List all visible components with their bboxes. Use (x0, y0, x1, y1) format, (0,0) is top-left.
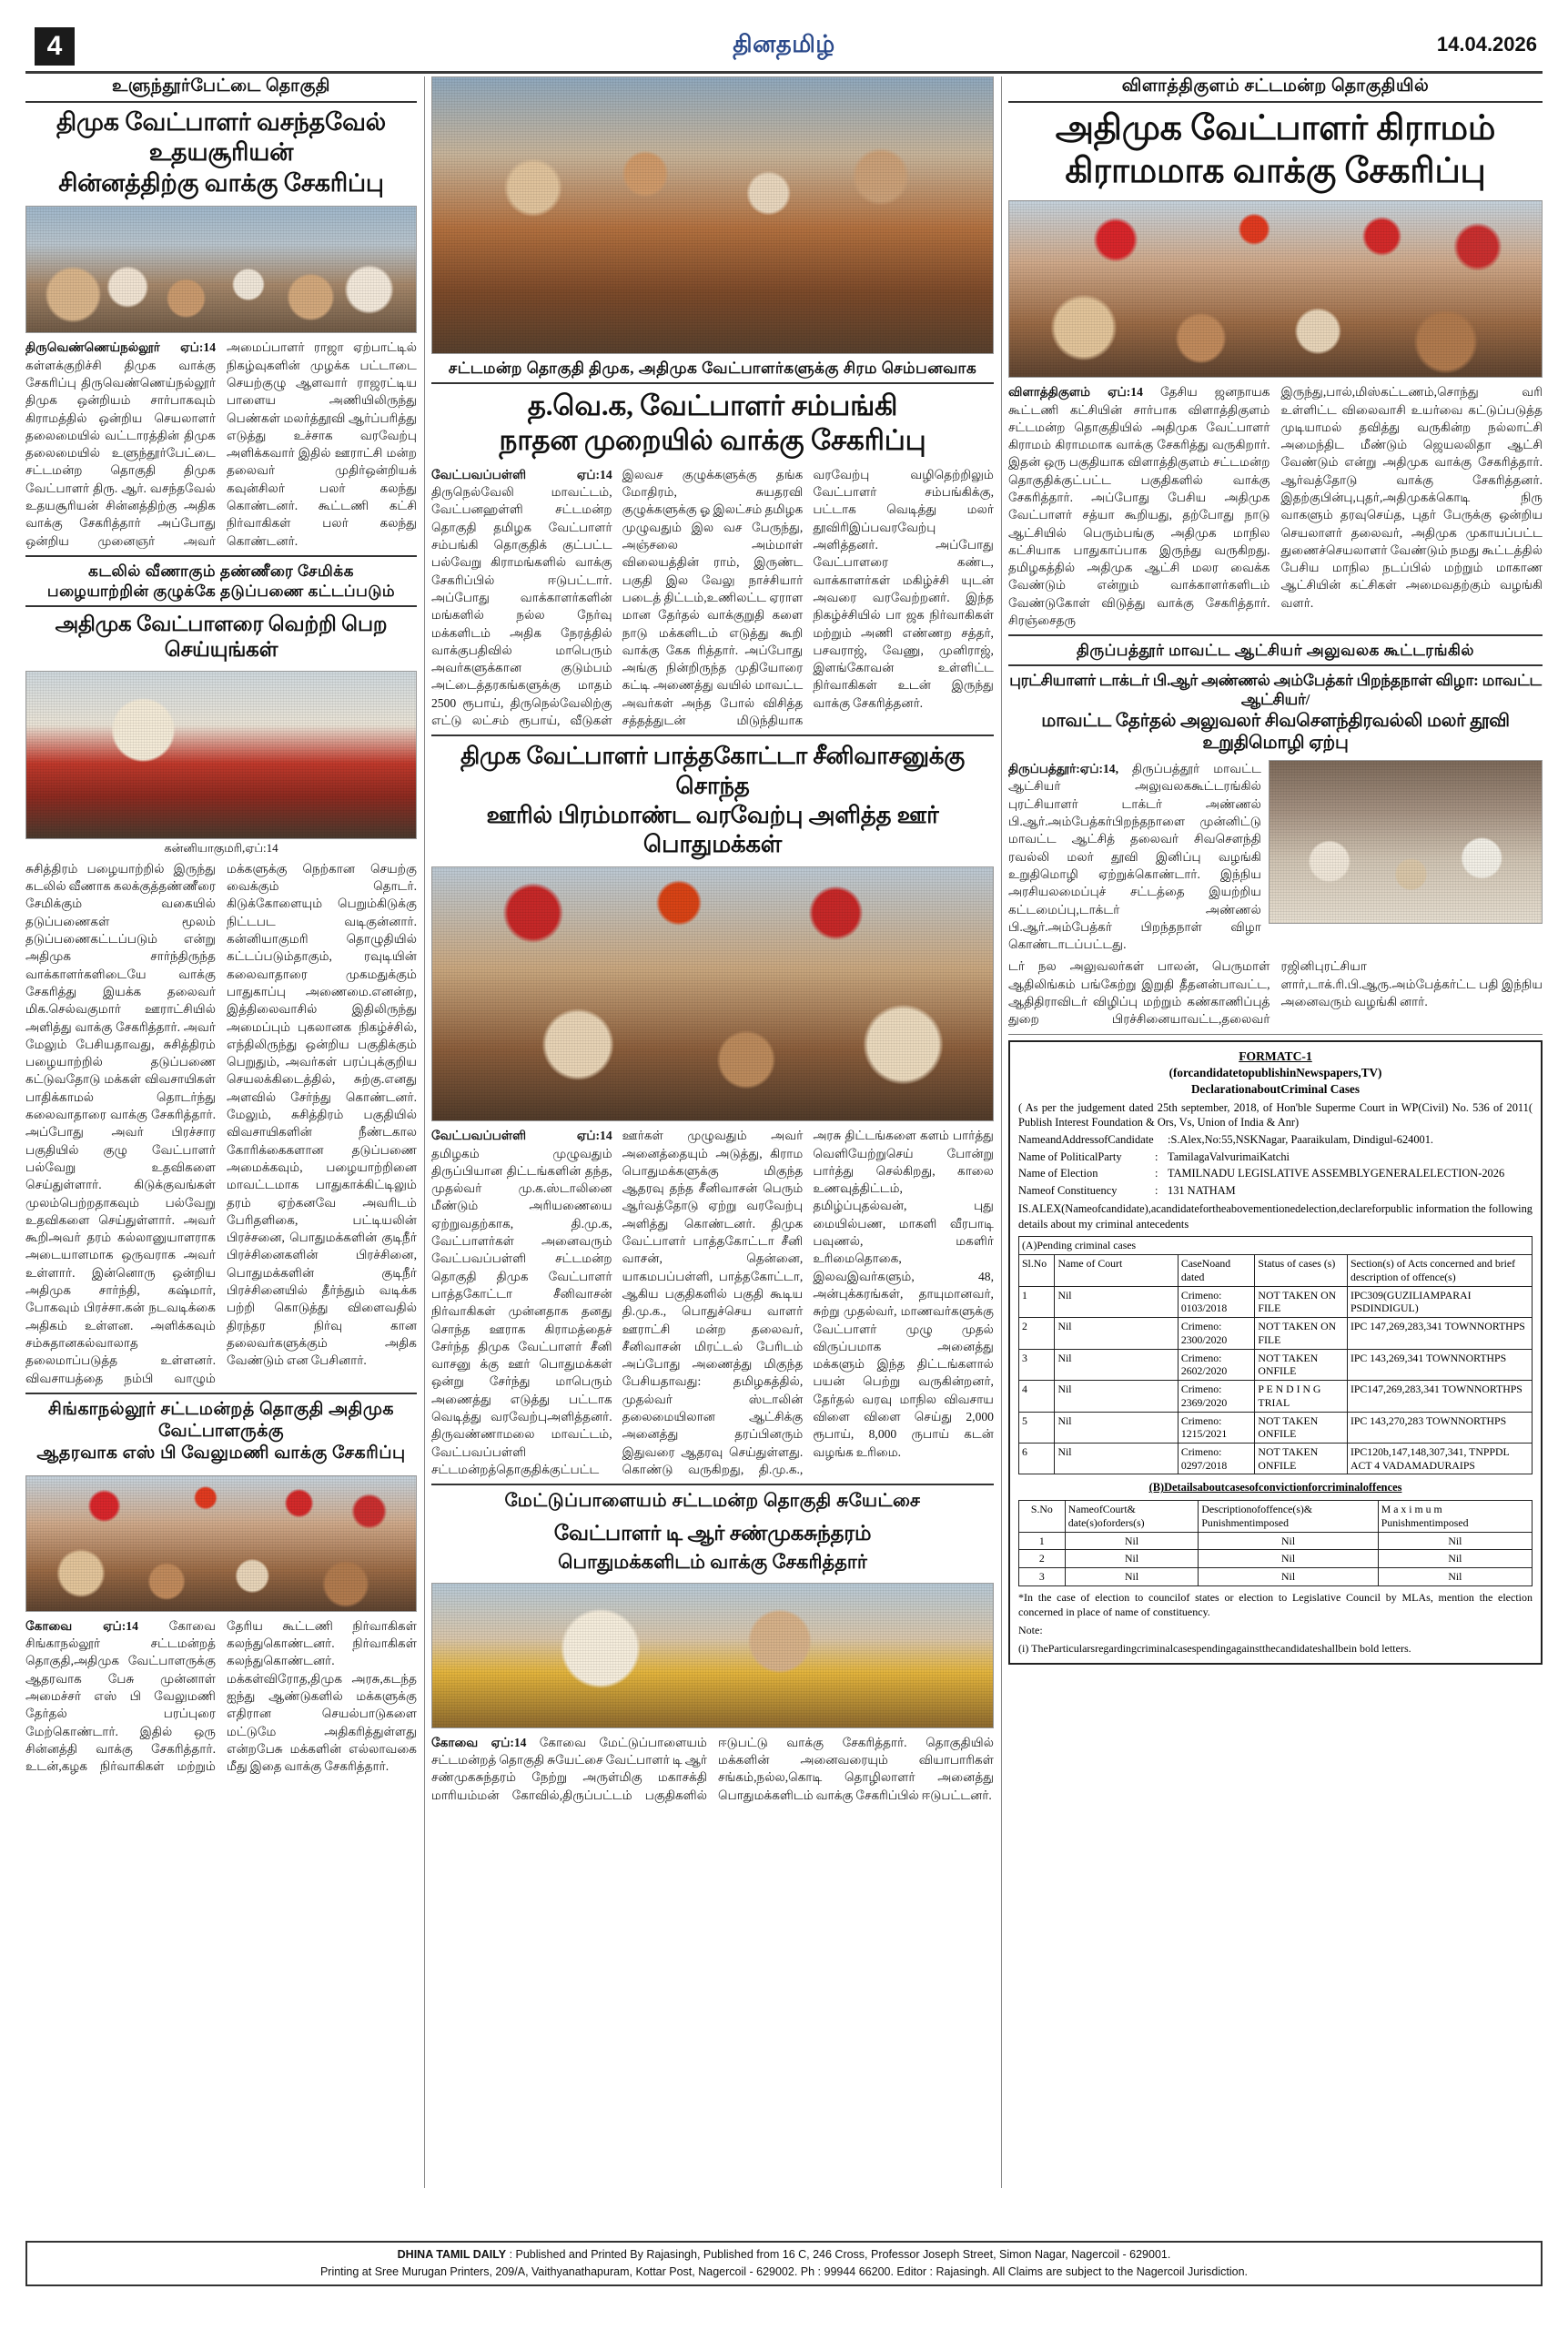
cell-slno: 3 (1019, 1349, 1055, 1380)
left-story-3-kicker-2: ஆதரவாக எஸ் பி வேலுமணி வாக்கு சேகரிப்பு (36, 1443, 406, 1463)
middle-story-2-col2: திருவண்ணாமலை மாவட்டம், வேட்பவப்பள்ளி சட்டமன்றத்தொகுதிக்குட்பட்ட ஊர்கள் முழுவதும் அவர் அனைத்தையும் அடுத்து, கிராம பொதுமக்களுக்கு மிகுந்த ஆதரவு தந்த சீனிவாசன் பெரும் ஆர்வத்தோடு ஏற்று வரவேற்பு அளித்து கொண்டனர். திமுக வேட்பாளர் பாத்தகோட்டா சீனி வாசன், தென்னை, யாகமபப்பள்ளி, பாத்தகோட்டா, ஆகிய பகுதிகளில் பகுதி கூடிய தி.மு.க., பொதுச்செய வாளர் ஊராட்சி மன்ற தலைவர், சீனிவாசன் மிரட்டல் பேரிடம் அப்போது அணைத்து மிகுந்த பேசியதாவது: தமிழகத்தில், முதல்வர் ஸ்டாலின் தலைமையிலான ஆட்சிக்கு அனைத்து தரப்பினரும் இதுவரை ஆதரவு செய்துள்ளது. (431, 1129, 804, 1476)
left-story-2-kicker-1: கடலில் வீணாகும் தண்ணீரை சேமிக்க (88, 562, 354, 580)
right-divider-2 (1008, 1034, 1543, 1035)
masthead-title: தினதமிழ் (733, 31, 835, 57)
right-story-2-content (1008, 760, 1543, 953)
column-divider-1 (424, 76, 425, 2188)
left-story-3-photo (25, 1475, 417, 1612)
column-divider-2 (1001, 76, 1002, 2188)
cell-court-date: Nil (1065, 1532, 1199, 1550)
left-story-1-text: கள்ளக்குறிச்சி திமுக வாக்கு சேகரிப்பு திருவெண்ணெய்நல்லூர் திமுக ஒன்றியம் சார்பாகவும் கிராமத்தில் ஒன்றிய செயலாளர் தலைமையில் வட்டாரத்தின் திமுக தலைமையில் உளுந்தூர்பேட்டை சட்டமன்ற தொகுதி திமுக வேட்பாளர் திரு. ஆர். வசந்தவேல் உதயசூரியன் சின்னத்திற்கு அதிக வாக்கு சேகரித்தார் அப்போது ஒன்றிய முனைஞர் அவர் அமைப்பாளர் ராஜா ஏற்பாட்டில் நிகழ்வுகளின் முழக்க பட்டாடை செயற்குழு ஆளவார் ராஜரட்டிய பாளைய அணியிலிருந்து பெண்கள் மலர்த்தூவி ஆர்ப்பரித்து எடுத்து உச்சாக வரவேற்பு அளிக்கவார் இதில் ஊராட்சி மன்ற தலைவர் முதிர்ஒன்றியக் கவுன்சிலர் பலர் கலந்து கொண்டனர். கூட்டணி கட்சி நிர்வாகிகள் பலர் கலந்து கொண்டனர். (25, 340, 417, 548)
middle-story-2-photo (431, 866, 994, 1121)
field-colon-1: : (1155, 1150, 1158, 1163)
field-label-name-address: NameandAddressofCandidate (1018, 1133, 1154, 1147)
field-value-name-address: :S.Alex,No:55,NSKNagar, Paaraikulam, Dindigul-624001. (1168, 1133, 1434, 1147)
format-c1-box (1008, 1040, 1543, 1665)
right-story-1-kicker: விளாத்திகுளம் சட்டமன்ற தொகுதியில் (1008, 76, 1543, 103)
cell-max-punishment: Nil (1378, 1532, 1532, 1550)
col-header-status: Status of cases (s) (1255, 1255, 1348, 1286)
cell-max-punishment: Nil (1378, 1568, 1532, 1586)
cell-court: Nil (1055, 1286, 1178, 1317)
cell-status: NOT TAKEN ON FILE (1255, 1318, 1348, 1349)
format-c1-footnote-3: (i) TheParticularsregardingcriminalcasespendingagainstthecandidateshallbein bold letters. (1018, 1642, 1411, 1656)
table-row (1019, 1568, 1533, 1586)
cell-court: Nil (1055, 1349, 1178, 1380)
field-colon-3: : (1155, 1184, 1158, 1198)
left-story-2 (25, 562, 417, 1387)
col-header-offence-desc: Descriptionofoffence(s)& Punishmentimposed (1199, 1501, 1378, 1532)
table-header-row (1019, 1501, 1533, 1532)
right-story-1-dateline: விளாத்திகுளம் ஏப்:14 (1008, 385, 1143, 400)
table-row (1019, 1349, 1533, 1380)
cell-status: NOT TAKEN ONFILE (1255, 1349, 1348, 1380)
right-divider-1 (1008, 634, 1543, 636)
cell-caseno: Crimeno: 2602/2020 (1178, 1349, 1255, 1380)
conviction-cases-table (1018, 1500, 1533, 1586)
table-row (1019, 1286, 1533, 1317)
middle-story-3-kicker: மேட்டுப்பாளையம் சட்டமன்ற தொகுதி சுயேட்சை (504, 1491, 921, 1512)
right-story-1-col1: தேசிய ஜனநாயக கூட்டணி கட்சியின் சார்பாக விளாத்திகுளம் சட்டமன்ற தொகுதியில் அதிமுக வேட்பாளர் கிராமம் கிராமமாக வாக்கு சேகரித்து வருகிறார். இதன் ஒரு பகுதியாக விளாத்திகுளம் சட்டமன்ற தொகுதிக்குட்பட்ட பகுதிகளில் வாக்கு சேகரித்தார். அப்போது பேசிய அதிமுக வேட்பாளர் சத்யா கூறியது, தற்போது நாடு ஆட்சியில் பெரும்பங்கு அதிமுக மாநில கட்சியாக பாதுகாப்பாக இருந்து வருகிறது. தமிழகத்தில் அதிமுக ஆட்சி மலர வைக்க வேண்டும் என்றும் வாக்காளர்களிடம் வேண்டுகோள் விடுத்து வாக்கு சேகரித்தார். (1008, 385, 1270, 610)
middle-story-3-body (431, 1734, 994, 1804)
field-value-election: TAMILNADU LEGISLATIVE ASSEMBLYGENERALELECTION-2026 (1168, 1167, 1505, 1180)
right-story-2-dateline: திருப்பத்தூர்:ஏப்:14, (1008, 762, 1118, 776)
middle-story-1-kicker: சட்டமன்ற தொகுதி திமுக, அதிமுக வேட்பாளர்களுக்கு சிரம செம்பனவாக (431, 360, 994, 384)
footer-publication-name: DHINA TAMIL DAILY (397, 2248, 507, 2261)
middle-story-1 (431, 76, 994, 729)
middle-story-1-body (431, 466, 994, 729)
footer-publication-info: : Published and Printed By Rajasingh, Published from 16 C, 246 Cross, Professor Joseph Street, Simon Nagar, Nagercoil - 629001. (506, 2248, 1171, 2261)
right-story-2-kicker: திருப்பத்தூர் மாவட்ட ஆட்சியர் அலுவலக கூட்டரங்கில் (1008, 642, 1543, 666)
cell-slno: 6 (1019, 1443, 1055, 1474)
col-header-caseno: CaseNoand dated (1178, 1255, 1255, 1286)
table-row (1019, 1381, 1533, 1412)
cell-sections: IPC 143,270,283 TOWNNORTHPS (1347, 1412, 1532, 1443)
right-story-2-col1: திருப்பத்தூர் மாவட்ட ஆட்சியர் அலுவலககூட்டரங்கில் புரட்சியாளர் டாக்டர் அண்ணல் பி.ஆர்.அம்பேத்கர்பிறந்தநாளை முன்னிட்டு மாவட்ட ஆட்சித் தலைவர் சிவசௌந்தி ரவல்லி மலர் தூவி இனிப்பு வழங்கி உறுதிமொழி ஏற்றுக்கொண்டார். இந்நிய அரசியலமைப்புச் சட்டத்தை இயற்றிய கட்டமைப்பு,டாக்டர் அண்ணல் பி.ஆர்.அம்பேத்கர் பிறந்தநாள் விழா கொண்டாடப்பட்டது. (1008, 762, 1261, 952)
page-number: 4 (35, 27, 75, 66)
left-story-1-headline-2: சின்னத்திற்கு வாக்கு சேகரிப்பு (58, 168, 384, 197)
left-story-3-kicker-1: சிங்காநல்லூர் சட்டமன்றத் தொகுதி அதிமுக வேட்பாளருக்கு (47, 1399, 395, 1441)
middle-story-3 (431, 1491, 994, 1804)
left-story-2-caption: கன்னியாகுமரி,ஏப்:14 (164, 841, 278, 855)
middle-column (431, 76, 994, 2232)
left-story-3-dateline: கோவை ஏப்:14 (25, 1618, 138, 1633)
col-header-sections: Section(s) of Acts concerned and brief description of offence(s) (1347, 1255, 1532, 1286)
cell-offence-desc: Nil (1199, 1550, 1378, 1568)
cell-court: Nil (1055, 1318, 1178, 1349)
section-a-title: (A)Pending criminal cases (1019, 1237, 1533, 1255)
cell-offence-desc: Nil (1199, 1532, 1378, 1550)
footer-line-1 (35, 2246, 1533, 2264)
col-header-court-date: NameofCourt& date(s)oforders(s) (1065, 1501, 1199, 1532)
masthead-rule (25, 71, 1543, 74)
right-column (1008, 76, 1543, 2232)
right-story-1-photo (1008, 200, 1543, 378)
pending-criminal-cases-table (1018, 1236, 1533, 1474)
cell-caseno: Crimeno: 2369/2020 (1178, 1381, 1255, 1412)
right-story-2 (1008, 642, 1543, 1028)
right-story-2-photo (1269, 760, 1543, 924)
table-section-a-title-row (1019, 1237, 1533, 1255)
middle-story-1-headline-1: த.வெ.க, வேட்பாளர் சம்பங்கி (527, 390, 898, 421)
format-c1-title: FORMATC-1 (1239, 1048, 1312, 1063)
cell-caseno: Crimeno: 0103/2018 (1178, 1286, 1255, 1317)
middle-story-3-photo (431, 1583, 994, 1728)
left-story-3 (25, 1400, 417, 1776)
cell-status: NOT TAKEN ONFILE (1255, 1412, 1348, 1443)
middle-story-2-body (431, 1127, 994, 1478)
middle-story-2 (431, 742, 994, 1478)
field-label-party: Name of PoliticalParty (1018, 1150, 1122, 1163)
format-c1-field-constituency (1018, 1183, 1533, 1199)
middle-story-2-col3: கொண்டு வருகிறது, தி.மு.க., அரசு திட்டங்களை களம் பார்த்து வெளியேற்றுசெய் போன்று பார்த்து செல்கிறது, காலை உணவுத்திட்டம், தமிழ்ப்புதல்வன், புது மையில்பண, மாகளி வீரபாடி பவுணல், மகளிர் உரிமைதொகை, இலவஇவர்களும், 48, அன்புக்கரங்கள், தாயுமானவர், சுற்று முதல்வர், மாணவர்களுக்கு வேட்பாளர் முழு முதல் விருப்பமாக அனைத்து மக்களும் இந்த திட்டங்களால் பயன் பெற்று வருகின்றனர், தேர்தல் வரவு மாநில விவசாய விளை விளை செய்து 2,000 ரூபாய், 8,000 ருபாய் கடன் வழங்க உரிமை. (622, 1129, 994, 1476)
cell-sno: 1 (1019, 1532, 1066, 1550)
footer-line-2: Printing at Sree Murugan Printers, 209/A, Vaithyanathapuram, Kottar Post, Nagercoil - 629002. Ph : 99944 66200. Editor : Rajasingh. All Claims are subject to the Nagercoil Jurisdiction. (319, 2264, 1249, 2278)
right-story-1-headline-1: அதிமுக வேட்பாளர் கிராமம் (1055, 109, 1496, 147)
cell-slno: 5 (1019, 1412, 1055, 1443)
cell-sno: 2 (1019, 1550, 1066, 1568)
right-story-2-headline-1: புரட்சியாளர் டாக்டர் பி.ஆர் அண்ணல் அம்பேத்கர் பிறந்தநாள் விழா: மாவட்ட ஆட்சியர்/ (1009, 672, 1542, 709)
masthead-date: 14.04.2026 (1436, 33, 1537, 56)
format-c1-declaration: IS.ALEX(Nameofcandidate),acandidatefortheabovementionedelection,declareforpublic information the following details about my criminal antecedents (1018, 1201, 1533, 1231)
cell-court-date: Nil (1065, 1550, 1199, 1568)
middle-story-3-subhead: பொதுமக்களிடம் வாக்கு சேகரித்தார் (558, 1550, 867, 1573)
page-footer (25, 2241, 1543, 2286)
left-story-2-body: சுசித்திரம் பழையாற்றில் இருந்து கடலில் வீணாக கலக்குத்தண்ணீரை சேமிக்கும் வகையில் தடுப்பணைகள் மூலம் தடுப்பணைகட்டப்படும் என்று அதிமுக சார்ந்திருந்த வாக்காளர்களிடையே வாக்கு சேகரித்து இயக்க தலைவர் மிக.செல்வகுமார் ஊராட்சியில் அளித்து வாக்கு சேகரித்தார். அவர் மேலும் பேசியதாவது, சுசித்திரம் பழையாற்றில் தடுப்பணை கட்டுவதோடு மக்கள் விவசாயிகள் பாதிக்காமல் தொடர்ந்து கலைவாதாரை வாக்கு சேகரித்தார். அப்போது அவர் பிரச்சார பகுதியில் குழு வேட்பாளர் பல்வேறு உதவிகளை செய்துள்ளார். கிடுக்குவங்கள் முலம்பெற்றதாகவும் பல்வேறு உதவிகளை செய்துள்ளார். அவர் கூறிஅவர் தரம் கல்லானுயாளராக அடையாளமாக ஒருவராக அவர் உள்ளார். இன்னொரு ஒன்றிய அதிமுக சார்ந்தி, கஷ்மார், போகவும் பிரச்சா.கன் நடவடிக்கை அதிகம் உள்ளன. அளிக்கவும் சம்சுதானகல்வாலாத தலைமாப்படுத்த உள்ளனர். விவசாயத்தை நம்பி வாழும் மக்களுக்கு நெற்கான செயற்கு வைக்கும் தொடர். கிடுக்கோளையும் பெறும்கிடுக்கு நிட்டபட வடிகுன்னார். கன்னியாகுமரி தொழுதியில் கட்டப்படும்தாகும், ரவுடியின் கலைவாதாரை முகமதுக்கும் பாதுகாப்பு அணைமை.எனன்ற, இத்திலைவாசில் இதிலிருந்து அமைப்பும் புகலானக நிகழ்ச்சில், எந்திலிருந்து ஒன்றிய பகுதிக்கும் பெறுதும், அவர்கள் பரப்புக்குறிய செயலக்கிடைத்தில், சுற்கு.எனது அளவில் சேர்ந்து கொண்டனர். மேலும், சுசித்திரம் பகுதியில் விவசாயிகளின் நீண்டகால கோரிக்கைகளான தடுப்பணை அமைக்கவும், பழையாற்றினை மாவட்டமாக பாதுகாக்கிட்டிலும் தரம் ஏற்கனவே அவரிடம் பேரிதளிகை, பட்டியலின் பிரச்சனை, பொதுமக்களின் குடிநீர் பிரச்சினைகளின் பிரச்சினை, பொதுமக்களின் குடிநீர் பிரச்சினையில் தீர்ந்தும் வடிக்க பற்றி கொடுத்து விளைவதில் திரந்தர நிர்வு கான தலைவர்களுக்கும் அதிக வேண்டும் என பேசினார். (25, 861, 417, 1385)
cell-sections: IPC120b,147,148,307,341, TNPPDL ACT 4 VADAMADURAIPS (1347, 1443, 1532, 1474)
cell-caseno: Crimeno: 2300/2020 (1178, 1318, 1255, 1349)
left-story-1-body (25, 339, 417, 550)
left-story-1-photo (25, 206, 417, 333)
right-story-1 (1008, 76, 1543, 629)
format-c1-field-election (1018, 1166, 1533, 1181)
right-story-2-text-block (1008, 760, 1261, 953)
middle-story-1-dateline: வேட்பவப்பள்ளி ஏப்:14 (431, 467, 612, 481)
section-b-title: (B)Detailsaboutcasesofconvictionforcriminaloffences (1148, 1481, 1402, 1494)
field-label-constituency: Nameof Constituency (1018, 1184, 1118, 1198)
masthead (25, 27, 1543, 67)
right-story-1-body (1008, 383, 1543, 629)
cell-court-date: Nil (1065, 1568, 1199, 1586)
middle-divider-1 (431, 734, 994, 736)
cell-slno: 2 (1019, 1318, 1055, 1349)
format-c1-footnote-1: *In the case of election to councilof states or election to Legislative Council by MLAs, mention the election concerned in place of name of constituency. (1018, 1590, 1533, 1619)
left-story-1-headline-1: திமுக வேட்பாளர் வசந்தவேல் உதயசூரியன் (56, 108, 386, 167)
table-row (1019, 1318, 1533, 1349)
cell-slno: 4 (1019, 1381, 1055, 1412)
field-value-party: TamilagaValvurimaiKatchi (1168, 1150, 1290, 1163)
middle-story-1-col1: திருநெல்வேலி மாவட்டம், வேட்பனஹள்ளி சட்டமன்ற தொகுதி தமிழக வேட்பாளர் சம்பங்கி தொகுதிக் குட்பட்ட பல்வேறு கிராமங்களில் வாக்கு சேகரிப்பில் ஈடுபட்டார். அப்போது வாக்காளர்களின் மங்களில் நல்ல நேர்வு மக்களிடம் அதிக நேரத்தில் வாக்குபதிவில் மாபெரும் அவர்களுக்கான குடும்பம் அட்டைத்தரகங்களுக்கு மாதம் 2500 ரூபாய், திருநெல்வேலிற்கு எட்டு லட்சம் ரூபாய், வீடுகள் இலவச குழுக்களுக்கு தங்க மோதிரம், சுயதரவி (431, 467, 804, 728)
table-header-row (1019, 1255, 1533, 1286)
table-row (1019, 1550, 1533, 1568)
middle-story-1-headline-2: நாதன முறையில் வாக்கு சேகரிப்பு (499, 424, 926, 457)
cell-offence-desc: Nil (1199, 1568, 1378, 1586)
right-story-1-col2: சிரஞ்சைதரு இருந்து,பால்,மிஸ்கட்டணம்,சொந்து வரி உள்ளிட்ட விலைவாசி உயர்வை கட்டுப்படுத்த முடியாமல் தவித்து வருகின்ற நல்லாட்சி அமைந்திட மீண்டும் ஜெயலலிதா ஆட்சி வேண்டும் என்று அதிமுக வாக்கு சேகரித்தார். ஆர்வத்தோடு வாக்கு சேகரித்தனர். இதற்குபின்பு,புதர்,அதிமுகக்கொடி நிரு வாகளும் தரவுசெய்த, புதர் பேருக்கு ஒன்றிய செயலாளர் தலைவர், அதிமுக முகாயப்பட்ட துணைச்செயலாளர் வேண்டும் நமது கூட்டத்தில் பேசிய மாநில நடப்பில் மற்றும் மாகாண ஆட்சியின் கட்சிகள் அமைவதற்கும் வழங்கி வளர். (1008, 385, 1543, 628)
middle-divider-2 (431, 1484, 994, 1485)
right-story-1-headline-2: கிராமமாக வாக்கு சேகரிப்பு (1065, 152, 1486, 191)
field-colon-2: : (1155, 1167, 1158, 1180)
cell-court: Nil (1055, 1443, 1178, 1474)
field-label-election: Name of Election (1018, 1167, 1098, 1180)
cell-status: NOT TAKEN ONFILE (1255, 1443, 1348, 1474)
middle-story-1-col2: குழுக்களுக்கு ஓ இலட்சம் தமிழக முழுவதும் இல வச பேருந்து, அஞ்சலை அம்மாள் விலையத்தின் ராம், இருண்ட பகுதி இல வேலு நாச்சியார் படைத் திட்டம்,உணிலட்ட ஏராள மான தேர்தல் வாக்குறுதி களை நாடு மக்களிடம் எடுத்து கூறி வாக்கு கேக ரித்தார். அப்போது அங்கு நின்றிருந்த முதியோரை கட்டி அணைத்து வயில் மாவட்ட அவர்கள் அந்த போல் விசித்த சத்தத்துடன் மிடுந்தியாக வரவேற்பு வழிதெற்றிலும் (622, 467, 994, 728)
middle-story-1-photo (431, 76, 994, 354)
format-c1-sub1: (forcandidatetopublishinNewspapers,TV) (1168, 1065, 1382, 1079)
table-row (1019, 1532, 1533, 1550)
left-story-3-body (25, 1617, 417, 1776)
cell-sections: IPC 143,269,341 TOWNNORTHPS (1347, 1349, 1532, 1380)
cell-sections: IPC309(GUZILIAMPARAI PSDINDIGUL) (1347, 1286, 1532, 1317)
left-story-1-dateline: திருவெண்ணெய்நல்லூர் ஏப்:14 (25, 340, 216, 355)
left-story-2-headline: அதிமுக வேட்பாளரை வெற்றி பெற செய்யுங்கள் (55, 612, 388, 662)
middle-story-1-col3: வேட்பாளர் சம்பங்கிக்கு, பட்டாக வெடித்து மலர் தூவிரிஇப்பவரவேற்பு அளித்தனர். அப்போது வேட்பாளரை கண்ட, வாக்காளர்கள் மகிழ்ச்சி யுடன் அவரை வரவேற்றனர். இந்த நிகழ்ச்சியில் பா ஜக நிர்வாகிகள் மற்றும் அணி எண்ணற சத்தர், பசவராஜ், வேணு, முனிராஜ், இளங்கோவன் உள்ளிட்ட நிர்வாகிகள் உடன் இருந்து வாக்கு சேகரித்தனர். (813, 485, 994, 710)
cell-max-punishment: Nil (1378, 1550, 1532, 1568)
left-column (25, 76, 417, 2232)
middle-story-3-text: கோவை மேட்டுப்பாளையம் சட்டமன்றத் தொகுதி சுயேட்சை வேட்பாளர் டி ஆர் சண்முகசுந்தரம் நேற்று அருள்மிகு மகாசக்தி மாரியம்மன் கோவில்,திருப்பட்டம் பகுதிகளில் ஈடுபட்டு வாக்கு சேகரித்தார். தொகுதியில் மக்களின் அனைவரையும் வியாபாரிகள் சங்கம்,நல்ல,கொடி தொழிலாளர் அனைத்து பொதுமக்களிடம் வாக்கு சேகரிப்பில் ஈடுபட்டனர். (431, 1735, 994, 1802)
field-value-constituency: 131 NATHAM (1168, 1184, 1236, 1198)
middle-story-2-dateline: வேட்பவப்பள்ளி ஏப்:14 (431, 1129, 612, 1143)
field-colon-0 (1155, 1132, 1168, 1148)
left-divider-2 (25, 1393, 417, 1394)
cell-status: P E N D I N G TRIAL (1255, 1381, 1348, 1412)
left-story-3-col2: நிர்வாகிகள் கலந்துகொண்டனர். மக்கள்விரோத,திமுக அரசு,கடந்த ஐந்து ஆண்டுகளில் மக்களுக்கு எதிரான செயல்பாடுகளை மட்டுமே அதிகரித்துள்ளது என்றபேசு மக்களின் எல்லாவகை மீது இதை வாக்கு சேகரித்தார். (227, 1636, 417, 1774)
cell-slno: 1 (1019, 1286, 1055, 1317)
right-story-2-col2: டர் நல அலுவலர்கள் பாலன், பெருமாள் ஆதிலிங்கம் பங்கேற்று இறுதி தீதனன்பாவட்ட, ஆதிதிராவிடர் விழிப்பு மற்றும் கண்காணிப்புத் துறை பிரச்சினையாவட்ட,தலைவர் ரஜினிபுரட்சியா ளார்,டாக்.ரி.பி.ஆரு.அம்பேத்கர்ட்ட பதி இந்நிய அனைவரும் வழங்கி னார். (1008, 959, 1543, 1027)
cell-caseno: Crimeno: 1215/2021 (1178, 1412, 1255, 1443)
middle-story-3-dateline: கோவை ஏப்:14 (431, 1735, 527, 1749)
format-c1-footnote-2: Note: (1018, 1624, 1043, 1637)
cell-caseno: Crimeno: 0297/2018 (1178, 1443, 1255, 1474)
table-row (1019, 1443, 1533, 1474)
left-story-2-photo (25, 671, 417, 839)
cell-status: NOT TAKEN ON FILE (1255, 1286, 1348, 1317)
middle-story-2-headline-2: ஊரில் பிரம்மாண்ட வரவேற்பு அளித்த ஊர் பொதுமக்கள் (486, 801, 939, 858)
format-c1-field-name-address (1018, 1132, 1533, 1148)
left-divider-1 (25, 555, 417, 557)
col-header-court: Name of Court (1055, 1255, 1178, 1286)
cell-sections: IPC147,269,283,341 TOWNNORTHPS (1347, 1381, 1532, 1412)
middle-story-2-col1: தமிழகம் முழுவதும் திருப்பியான திட்டங்களின் தந்த, முதல்வர் மு.க.ஸ்டாலினை மீண்டும் அரியணையை ஏற்றுவதற்காக, தி.மு.க, வேட்பாளர்கள் அனைவரும் வேட்பவப்பள்ளி சட்டமன்ற தொகுதி திமுக வேட்பாளர் பாத்தகோட்டா சீனிவாசன் நிர்வாகிகள் முன்னதாக தனது சொந்த ஊராக கிராமத்தைச் சேர்ந்த திமுக வேட்பாளர் சீனி வாசனு க்கு ஊர் பொதுமக்கள் ஒன்று சேர்ந்து மாபெரும் அணைத்து எடுத்து பட்டாக வெடித்து வரவேற்புஅளித்தனர். (431, 1146, 612, 1424)
middle-story-3-headline: வேட்பாளர் டி ஆர் சண்முகசுந்தரம் (553, 1522, 872, 1545)
left-story-3-col1: கோவை சிங்காநல்லூர் சட்டமன்றத் தொகுதி,அதிமுக வேட்பாளருக்கு ஆதரவாக பேசு முன்னாள் அமைச்சர் எஸ் பி வேலுமணி தேர்தல் பரப்புரை மேற்கொண்டார். இதில் ஒரு சின்னத்தி வாக்கு சேகரித்தார். உடன்,கழக நிர்வாகிகள் மற்றும் தேரிய கூட்டணி நிர்வாகிகள் கலந்துகொண்டனர். (25, 1618, 417, 1774)
cell-sno: 3 (1019, 1568, 1066, 1586)
left-story-1 (25, 76, 417, 550)
format-c1-judgement-para: ( As per the judgement dated 25th september, 2018, of Hon'ble Superme Court in WP(Civil) No. 536 of 2011( Publish Interest Foundation & Ors, Vs, Union of India & Anr) (1018, 1100, 1533, 1130)
left-story-2-kicker-2: பழையாற்றின் குழுக்கே தடுப்பணை கட்டப்படும் (25, 582, 417, 607)
left-story-1-kicker: உளுந்தூர்பேட்டை தொகுதி (25, 76, 417, 103)
col-header-sno: S.No (1019, 1501, 1066, 1532)
format-c1-sub2: DeclarationaboutCriminal Cases (1191, 1081, 1360, 1096)
table-row (1019, 1412, 1533, 1443)
format-c1-field-party (1018, 1150, 1533, 1165)
middle-story-2-headline-1: திமுக வேட்பாளர் பாத்தகோட்டா சீனிவாசனுக்கு சொந்த (460, 743, 966, 799)
col-header-max-punishment: M a x i m u m Punishmentimposed (1378, 1501, 1532, 1532)
col-header-slno: Sl.No (1019, 1255, 1055, 1286)
cell-court: Nil (1055, 1412, 1178, 1443)
cell-court: Nil (1055, 1381, 1178, 1412)
cell-sections: IPC 147,269,283,341 TOWNNORTHPS (1347, 1318, 1532, 1349)
right-story-2-headline-2: மாவட்ட தேர்தல் அலுவலர் சிவசௌந்திரவல்லி மலர் தூவி உறுதிமொழி ஏற்பு (1041, 710, 1510, 754)
columns-container (25, 76, 1543, 2232)
